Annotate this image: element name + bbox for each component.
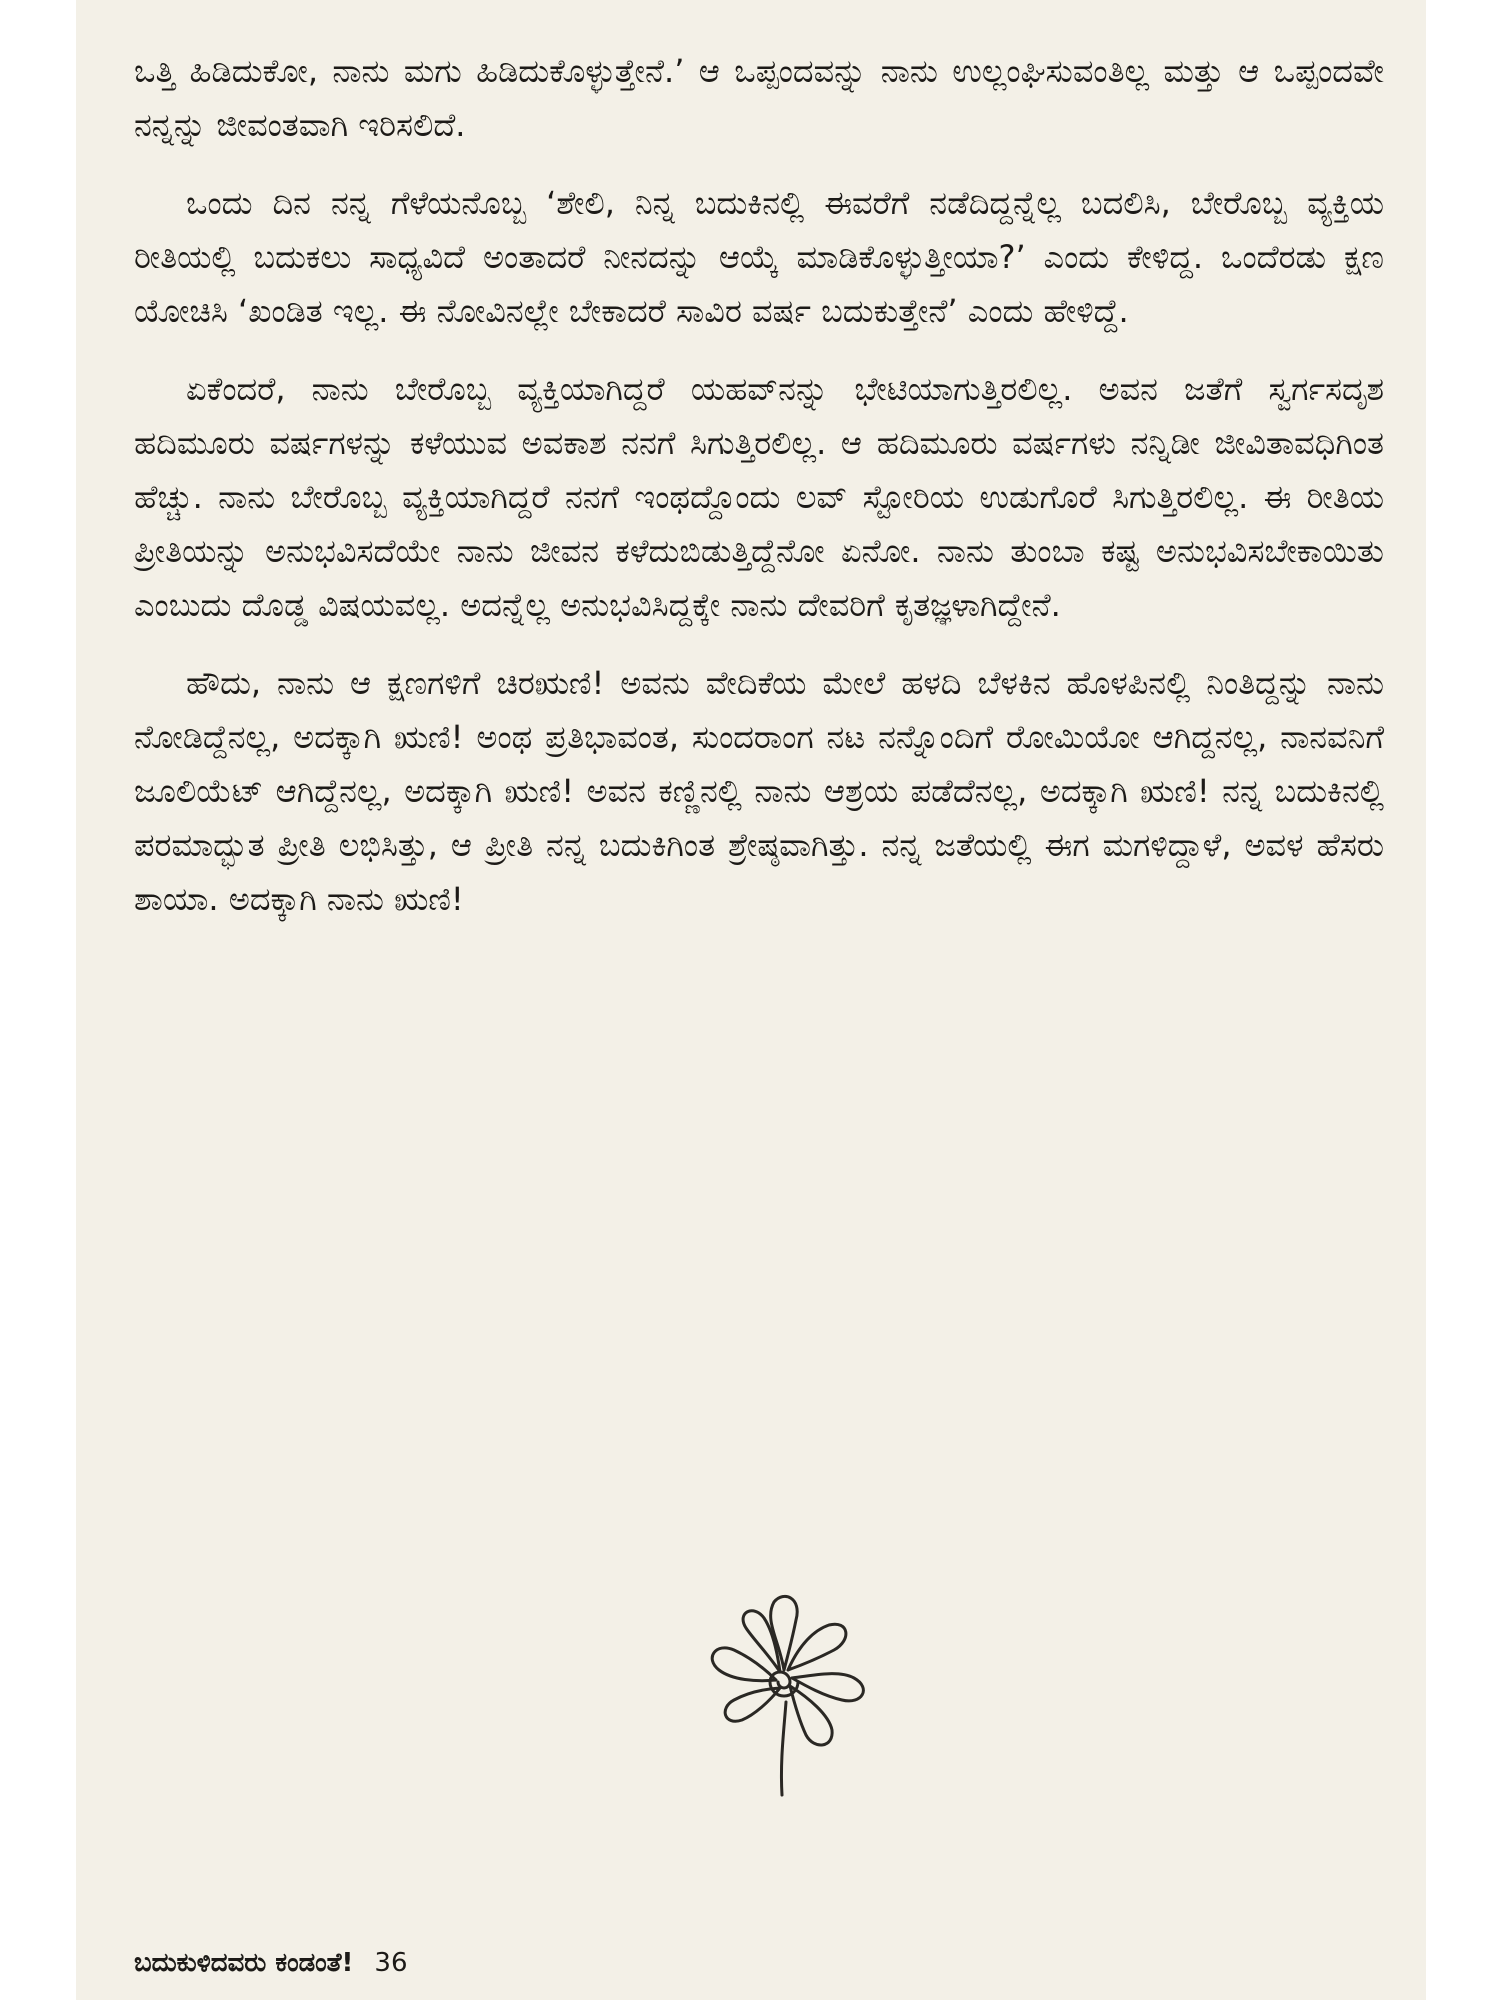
paragraph-3: ಏಕೆಂದರೆ, ನಾನು ಬೇರೊಬ್ಬ ವ್ಯಕ್ತಿಯಾಗಿದ್ದರೆ ಯಹವ್‌ನನ್ನು ಭೇಟಿಯಾಗುತ್ತಿರಲಿಲ್ಲ. ಅವನ ಜತೆಗೆ ಸ್ವರ್ಗಸದೃಶ ಹದಿಮೂರು ವರ್ಷಗಳನ್ನು ಕಳೆಯುವ ಅವಕಾಶ ನನಗೆ ಸಿಗುತ್ತಿರಲಿಲ್ಲ. ಆ ಹದಿಮೂರು ವರ್ಷಗಳು ನನ್ನಿಡೀ ಜೀವಿತಾವಧಿಗಿಂತ ಹೆಚ್ಚು. ನಾನು ಬೇರೊಬ್ಬ ವ್ಯಕ್ತಿಯಾಗಿದ್ದರೆ ನನಗೆ ಇಂಥದ್ದೊಂದು ಲವ್ ಸ್ಟೋರಿಯ ಉಡುಗೊರೆ ಸಿಗುತ್ತಿರಲಿಲ್ಲ. ಈ ರೀತಿಯ ಪ್ರೀತಿಯನ್ನು ಅನುಭವಿಸದೆಯೇ ನಾನು ಜೀವನ ಕಳೆದುಬಿಡುತ್ತಿದ್ದೆನೋ ಏನೋ. ನಾನು ತುಂಬಾ ಕಷ್ಟ ಅನುಭವಿಸಬೇಕಾಯಿತು ಎಂಬುದು ದೊಡ್ಡ ವಿಷಯವಲ್ಲ. ಅದನ್ನೆಲ್ಲ ಅನುಭವಿಸಿದ್ದಕ್ಕೇ ನಾನು ದೇವರಿಗೆ ಕೃತಜ್ಞಳಾಗಿದ್ದೇನೆ. (134, 370, 1384, 624)
footer-book-title: ಬದುಕುಳಿದವರು ಕಂಡಂತೆ! (134, 1948, 354, 1978)
book-page (76, 0, 1426, 2000)
page-footer (134, 1948, 408, 1979)
paragraph-2: ಒಂದು ದಿನ ನನ್ನ ಗೆಳೆಯನೊಬ್ಬ ‘ಶೇಲಿ, ನಿನ್ನ ಬದುಕಿನಲ್ಲಿ ಈವರೆಗೆ ನಡೆದಿದ್ದನ್ನೆಲ್ಲ ಬದಲಿಸಿ, ಬೇರೊಬ್ಬ ವ್ಯಕ್ತಿಯ ರೀತಿಯಲ್ಲಿ ಬದುಕಲು ಸಾಧ್ಯವಿದೆ ಅಂತಾದರೆ ನೀನದನ್ನು ಆಯ್ಕೆ ಮಾಡಿಕೊಳ್ಳುತ್ತೀಯಾ?’ ಎಂದು ಕೇಳಿದ್ದ. ಒಂದೆರಡು ಕ್ಷಣ ಯೋಚಿಸಿ ‘ಖಂಡಿತ ಇಲ್ಲ. ಈ ನೋವಿನಲ್ಲೇ ಬೇಕಾದರೆ ಸಾವಿರ ವರ್ಷ ಬದುಕುತ್ತೇನೆ’ ಎಂದು ಹೇಳಿದ್ದೆ. (134, 184, 1384, 330)
paragraph-4: ಹೌದು, ನಾನು ಆ ಕ್ಷಣಗಳಿಗೆ ಚಿರಋಣಿ! ಅವನು ವೇದಿಕೆಯ ಮೇಲೆ ಹಳದಿ ಬೆಳಕಿನ ಹೊಳಪಿನಲ್ಲಿ ನಿಂತಿದ್ದನ್ನು ನಾನು ನೋಡಿದ್ದೆನಲ್ಲ, ಅದಕ್ಕಾಗಿ ಋಣಿ! ಅಂಥ ಪ್ರತಿಭಾವಂತ, ಸುಂದರಾಂಗ ನಟ ನನ್ನೊಂದಿಗೆ ರೋಮಿಯೋ ಆಗಿದ್ದನಲ್ಲ, ನಾನವನಿಗೆ ಜೂಲಿಯೆಟ್ ಆಗಿದ್ದೆನಲ್ಲ, ಅದಕ್ಕಾಗಿ ಋಣಿ! ಅವನ ಕಣ್ಣಿನಲ್ಲಿ ನಾನು ಆಶ್ರಯ ಪಡೆದೆನಲ್ಲ, ಅದಕ್ಕಾಗಿ ಋಣಿ! ನನ್ನ ಬದುಕಿನಲ್ಲಿ ಪರಮಾದ್ಭುತ ಪ್ರೀತಿ ಲಭಿಸಿತ್ತು, ಆ ಪ್ರೀತಿ ನನ್ನ ಬದುಕಿಗಿಂತ ಶ್ರೇಷ್ಠವಾಗಿತ್ತು. ನನ್ನ ಜತೆಯಲ್ಲಿ ಈಗ ಮಗಳಿದ್ದಾಳೆ, ಅವಳ ಹೆಸರು ಶಾಯಾ. ಅದಕ್ಕಾಗಿ ನಾನು ಋಣಿ! (134, 664, 1384, 918)
page-number: 36 (374, 1948, 408, 1978)
paragraph-1: ಒತ್ತಿ ಹಿಡಿದುಕೋ, ನಾನು ಮಗು ಹಿಡಿದುಕೊಳ್ಳುತ್ತೇನೆ.’ ಆ ಒಪ್ಪಂದವನ್ನು ನಾನು ಉಲ್ಲಂಘಿಸುವಂತಿಲ್ಲ ಮತ್ತು ಆ ಒಪ್ಪಂದವೇ ನನ್ನನ್ನು ಜೀವಂತವಾಗಿ ಇರಿಸಲಿದೆ. (134, 52, 1384, 144)
flower-icon (684, 1590, 884, 1800)
body-text (134, 44, 1384, 950)
